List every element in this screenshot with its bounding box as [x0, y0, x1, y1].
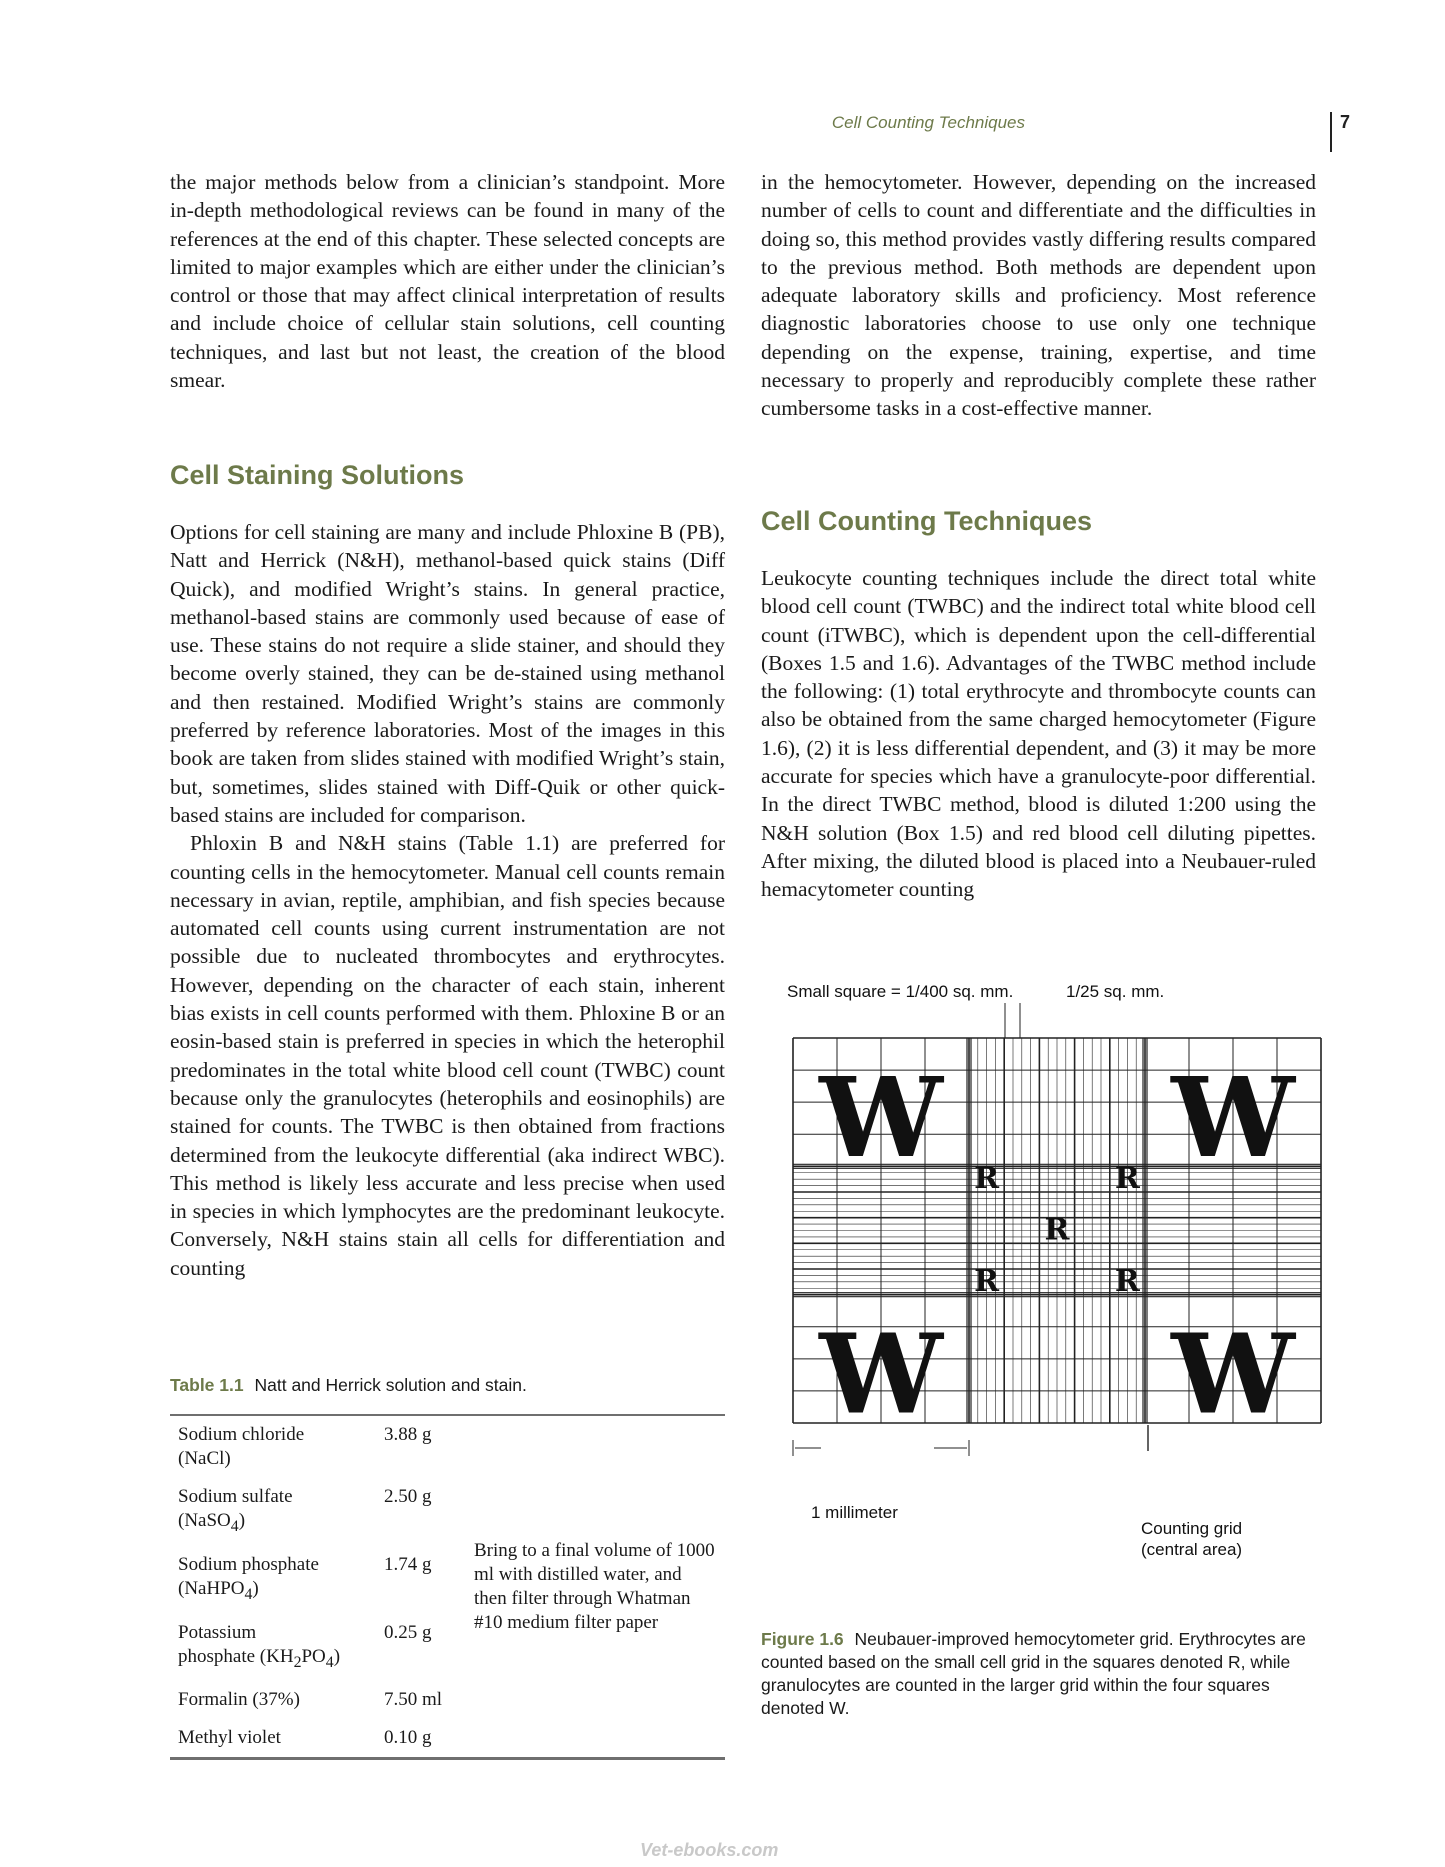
reagent-name: Sodium phosphate — [178, 1553, 319, 1575]
page-number: 7 — [1340, 112, 1351, 132]
counting-body — [761, 564, 1316, 904]
reagent-amount: 1.74 g — [384, 1553, 432, 1575]
staining-paragraph-2: Phloxin B and N&H stains (Table 1.1) are preferred for counting cells in the hemocytometer. Manual cell counts remain necessary in avian, reptile, amphibian, and fish species because automated cell counts using current instrumentation are not possible due to nucleated thrombocytes and erythrocytes. However, depending on the character of each stain, inherent bias exists in cell counts performed with them. Phloxine B or an eosin-based stain is preferred in species in which the heterophil predominates in the total white blood cell count (TWBC) count because only the granulocytes (heterophils and eosinophils) are stained for counts. The TWBC is then obtained from fractions determined from the leukocyte differential (aka indirect WBC). This method is likely less accurate and less precise when used in species in which lymphocytes are the predominant leukocyte. Conversely, N&H stains stain all cells for differentiation and counting — [170, 831, 725, 1280]
table-label: Table 1.1 — [170, 1375, 244, 1395]
r-letter: R — [1114, 1161, 1140, 1197]
header-rule — [1330, 112, 1332, 152]
stain-table — [170, 1414, 725, 1760]
figure-caption — [761, 1628, 1321, 1720]
counting-grid-label-1: Counting grid — [1141, 1519, 1243, 1538]
right-column — [761, 168, 1316, 423]
formula-mid: PO — [301, 1645, 326, 1667]
figure-caption-text: Neubauer-improved hemocytometer grid. Erythrocytes are counted based on the small cell grid in the squares denoted R, while granulocytes are counted in the larger grid within the four squares denoted W. — [761, 1629, 1306, 1718]
reagent-name: Sodium sulfate — [178, 1486, 293, 1507]
reagent-amount: 0.10 g — [384, 1727, 432, 1749]
formula-subscript: 4 — [325, 1653, 334, 1671]
medium-square-label: 1/25 sq. mm. — [1066, 982, 1165, 1001]
r-letter: R — [974, 1263, 1000, 1299]
table-caption — [170, 1375, 527, 1396]
formula-subscript: 2 — [293, 1653, 302, 1671]
left-column — [170, 168, 725, 394]
section-heading-staining: Cell Staining Solutions — [170, 460, 465, 490]
right-intro-paragraph: in the hemocytometer. However, depending on the increased number of cells to count and differentiate and the difficulties in doing so, this method provides vastly differing results compared to the previous method. Both methods are dependent upon adequate laboratory skills and proficiency. Most reference diagnostic laboratories choose to use only one technique depending on the expense, training, expertise, and time necessary to properly and reproducibly complete these rather cumbersome tasks in a cost-effective manner. — [761, 170, 1316, 421]
r-letter: R — [974, 1161, 1000, 1197]
left-intro-paragraph: the major methods below from a clinician’s standpoint. More in-depth methodological reviews can be found in many of the references at the end of this chapter. These selected concepts are limited to major examples which are either under the clinician’s control or those that may affect clinical interpretation of results and include choice of cellular stain solutions, cell counting techniques, and last but not least, the creation of the blood smear. — [170, 170, 725, 393]
small-square-label: Small square = 1/400 sq. mm. — [787, 982, 1014, 1001]
watermark: Vet-ebooks.com — [640, 1840, 779, 1860]
reagent-name: Sodium chloride — [178, 1424, 305, 1445]
table-note: Bring to a final volume of 1000 ml with distilled water, and then filter through Whatman #10 medium filter paper — [474, 1539, 715, 1633]
table-title: Natt and Herrick solution and stain. — [254, 1375, 527, 1395]
millimeter-label: 1 millimeter — [811, 1503, 898, 1522]
running-head: Cell Counting Techniques — [831, 113, 1025, 132]
r-letter: R — [1044, 1212, 1070, 1248]
staining-body — [170, 518, 725, 1282]
reagent-amount: 2.50 g — [384, 1486, 432, 1507]
counting-grid-label-2: (central area) — [1141, 1540, 1243, 1559]
formula-subscript: 4 — [230, 1517, 239, 1535]
hemocytometer-grid — [783, 975, 1323, 1559]
figure-label: Figure 1.6 — [761, 1629, 844, 1649]
reagent-formula: (NaSO — [178, 1510, 231, 1531]
reagent-name: Potassium — [178, 1621, 257, 1643]
reagent-formula: phosphate (KH — [178, 1645, 294, 1667]
reagent-amount: 7.50 ml — [384, 1689, 443, 1711]
w-letter: W — [1171, 1309, 1295, 1439]
reagent-name: Methyl violet — [178, 1727, 281, 1749]
reagent-formula: (NaHPO — [178, 1577, 245, 1599]
counting-paragraph-1: Leukocyte counting techniques include the direct total white blood cell count (TWBC) and the indirect total white blood cell count (iTWBC), which is dependent upon the cell-differential (Boxes 1.5 and 1.6). Advantages of the TWBC method include the following: (1) total erythrocyte and thrombocyte counts can also be obtained from the same charged hemocytometer (Figure 1.6), (2) it is less differential dependent, and (3) it may be more accurate for species which have a granulocyte-poor differential. In the direct TWBC method, blood is diluted 1:200 using the N&H solution (Box 1.5) and red blood cell diluting pipettes. After mixing, the diluted blood is placed into a Neubauer-ruled hemacytometer counting — [761, 566, 1316, 902]
table-row — [170, 1416, 725, 1478]
formula-tail: ) — [252, 1577, 259, 1599]
reagent-amount: 3.88 g — [384, 1424, 432, 1445]
hemocytometer-figure — [783, 975, 1323, 1559]
w-letter: W — [819, 1309, 943, 1439]
staining-paragraph-1: Options for cell staining are many and include Phloxine B (PB), Natt and Herrick (N&H), methanol-based quick stains (Diff Quick), and modified Wright’s stains. In general practice, methanol-based stains are commonly used because of ease of use. These stains do not require a slide stainer, and should they become overly stained, they can be de-stained using methanol and then restained. Modified Wright’s stains are commonly preferred by reference laboratories. Most of the images in this book are taken from slides stained with modified Wright’s stain, but, sometimes, slides stained with Diff-Quik or other quick-based stains are included for comparison. — [170, 520, 725, 827]
formula-tail: ) — [238, 1510, 246, 1531]
formula-subscript: 4 — [244, 1585, 253, 1603]
r-letter: R — [1114, 1263, 1140, 1299]
formula-tail: ) — [333, 1645, 341, 1667]
reagent-name: Formalin (37%) — [178, 1689, 300, 1711]
reagent-amount: 0.25 g — [384, 1621, 432, 1643]
reagent-formula: (NaCl) — [178, 1448, 231, 1469]
w-letter: W — [1171, 1053, 1295, 1183]
section-heading-counting: Cell Counting Techniques — [761, 506, 1093, 536]
w-letter: W — [819, 1053, 943, 1183]
